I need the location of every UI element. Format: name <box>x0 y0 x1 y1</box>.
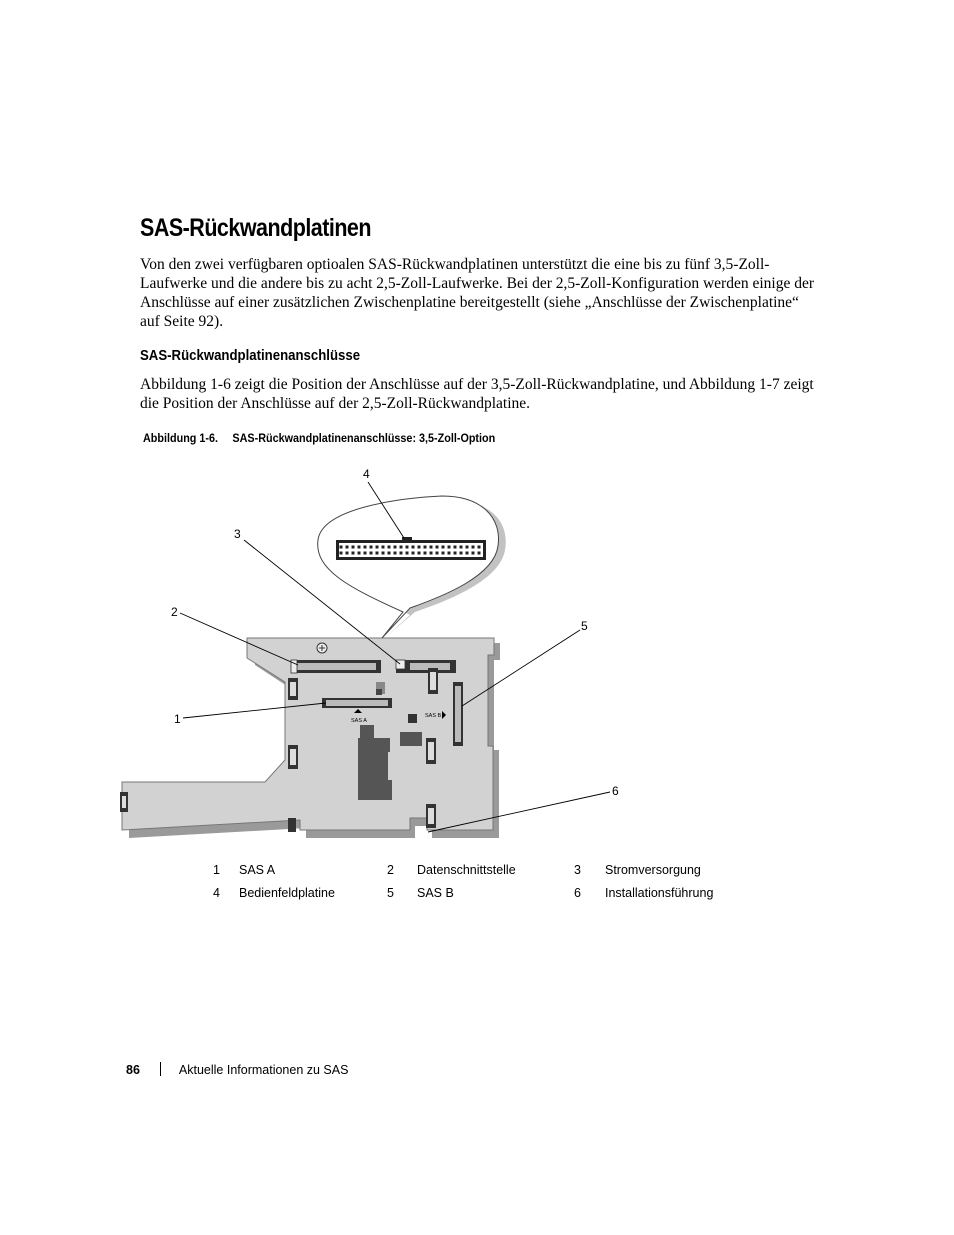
legend-number: 5 <box>387 886 394 900</box>
page-number: 86 <box>126 1063 140 1077</box>
callout-4: 4 <box>363 467 370 481</box>
figure-caption <box>143 431 495 445</box>
sas-b-board-label: SAS B <box>425 713 442 719</box>
backplane-figure <box>110 460 650 850</box>
callout-5: 5 <box>581 619 588 633</box>
figure-caption-label: Abbildung 1-6. <box>143 431 218 445</box>
sas-a-board-label: SAS A <box>351 718 367 724</box>
legend-label: SAS A <box>239 863 276 877</box>
guide-rail-slot <box>290 682 296 696</box>
board-hole <box>376 689 382 695</box>
footer-chapter: Aktuelle Informationen zu SAS <box>178 1063 349 1077</box>
sas-a-pins <box>326 700 388 706</box>
sas-b-pins <box>455 686 461 742</box>
section-paragraph: Abbildung 1-6 zeigt die Position der Anschlüsse auf der 3,5-Zoll-Rückwandplatine, und Abbildung 1-7 zeigt die Position der Anschlüsse auf der 2,5-Zoll-Rückwandplatine. <box>140 376 814 412</box>
guide-rail-slot <box>428 742 434 760</box>
section-heading: SAS-Rückwandplatinenanschlüsse <box>140 347 361 364</box>
callout-bubble <box>318 496 499 638</box>
board-cutout-foot <box>372 780 392 800</box>
small-chip <box>408 714 417 723</box>
legend-label: Bedienfeldplatine <box>239 886 335 900</box>
legend-label: Installationsführung <box>605 886 714 900</box>
guide-rail-slot <box>428 808 434 824</box>
callout-2: 2 <box>171 605 178 619</box>
guide-rail <box>288 818 296 832</box>
legend-number: 6 <box>574 886 581 900</box>
page-footer <box>126 1062 348 1077</box>
legend-label: Datenschnittstelle <box>417 863 516 877</box>
callout-3: 3 <box>234 527 241 541</box>
figure-caption-title: SAS-Rückwandplatinenanschlüsse: 3,5-Zoll-Option <box>232 431 496 445</box>
chip-component <box>400 732 422 746</box>
backplane-illustration <box>110 460 650 850</box>
footer-separator <box>160 1062 161 1076</box>
legend-number: 3 <box>574 863 581 877</box>
callout-6: 6 <box>612 784 619 798</box>
legend-label: Stromversorgung <box>605 863 701 877</box>
guide-rail-slot <box>290 749 296 765</box>
legend-label: SAS B <box>417 886 454 900</box>
legend-number: 1 <box>213 863 220 877</box>
legend-number: 2 <box>387 863 394 877</box>
intro-paragraph: Von den zwei verfügbaren optioalen SAS-Rückwandplatinen unterstützt die eine bis zu fünf 3,5-Zoll-Laufwerke und die andere bis zu acht 2,5-Zoll-Laufwerke. Bei der 2,5-Zoll-Konfiguration werden einige der Anschlüsse auf einer zusätzlichen Zwischenplatine bereitgestellt (siehe „Anschlüsse der Zwischenplatine“ auf Seite 92). <box>140 256 814 330</box>
page-title: SAS-Rückwandplatinen <box>140 214 371 242</box>
guide-rail-slot <box>122 796 126 808</box>
legend-row <box>205 860 765 883</box>
figure-legend <box>205 860 765 906</box>
legend-row <box>205 883 765 906</box>
data-interface-pins <box>296 663 376 670</box>
control-panel-connector-pins <box>339 543 483 557</box>
callout-1: 1 <box>174 712 181 726</box>
legend-number: 4 <box>213 886 220 900</box>
guide-rail-slot <box>430 672 436 690</box>
